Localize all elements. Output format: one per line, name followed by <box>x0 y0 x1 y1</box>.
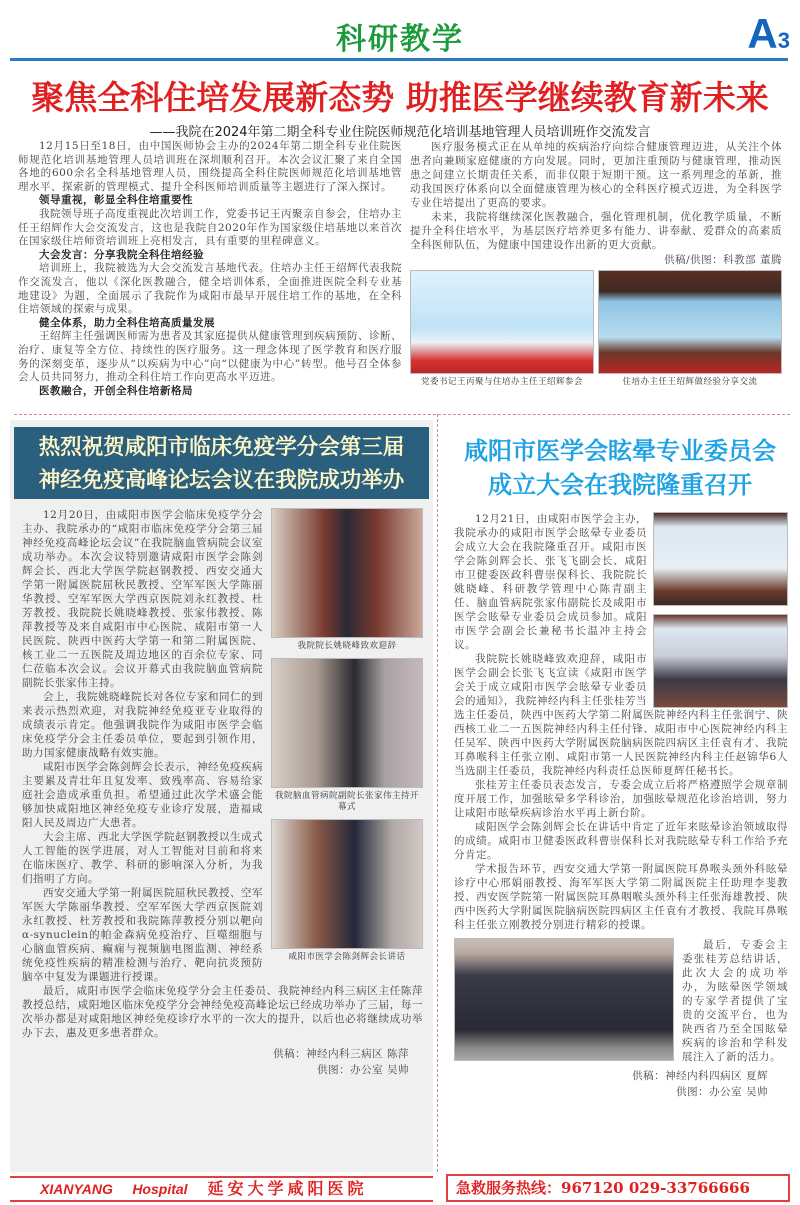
section-heading: 医教融合，开创全科住培新格局 <box>39 384 193 397</box>
photo-president-speech <box>271 508 423 638</box>
paragraph: 医疗服务模式正在从单纯的疾病治疗向综合健康管理迈进，从关注个体患者向兼顾家庭健康的方向发展。同时，更加注重预防与健康管理，推动医患之间建立长期责任关系，而非仅限于短期干预。这一系列理念的革新，推动我国医疗体系向以全面健康管理为核心的全科医疗模式迈进，为全科医学专业住培提出了更高的要求。 <box>410 141 782 209</box>
paragraph: 我院领导班子高度重视此次培训工作，党委书记王丙聚亲自参会，住培办主任王绍辉作大会交流发言，这也是我院自2020年作为国家级住培基地以来首次在国家级住培师资培训班上亮相发言，具有重要的里程碑意义。 <box>18 207 402 248</box>
article2-title: 热烈祝贺咸阳市临床免疫学分会第三届 神经免疫高峰论坛会议在我院成功举办 <box>14 427 429 499</box>
article1-photos <box>410 270 782 388</box>
paragraph: 会上，我院姚晓峰院长对各位专家和同仁的到来表示热烈欢迎，对我院神经免疫亚专业取得的成绩表示肯定。他强调我院作为咸阳市医学会临床免疫学分会主任委员单位，要起到引领作用，助力国家健康战略有效实施。 <box>22 691 263 759</box>
photo-group <box>454 938 674 1061</box>
photo-caption: 咸阳市医学会陈剑辉会长讲话 <box>288 952 406 962</box>
photo-figure <box>410 270 594 388</box>
article2-credit: 供稿：神经内科三病区 陈萍 供图：办公室 吴帅 <box>273 1048 409 1076</box>
article1-left-column <box>18 140 402 398</box>
article2-box <box>10 420 433 1172</box>
article3-body <box>454 512 788 1100</box>
article3-credit: 供稿：神经内科四病区 夏辉 供图：办公室 吴帅 <box>632 1070 768 1098</box>
paragraph: 王绍辉主任强调医师需为患者及其家庭提供从健康管理到疾病预防、诊断、治疗、康复等全方位、持续性的医疗服务。这一理念体现了医学教育和医疗服务的深刻变革，逐步从“以疾病为中心”向“以健康为中心”转型。他号召全体参会人员共同努力，推动全科住培工作向更高水平迈进。 <box>18 330 402 384</box>
photo-caption: 住培办主任王绍辉做经验分享交流 <box>622 377 758 387</box>
article2-body <box>10 499 433 1078</box>
paragraph: 12月20日，由咸阳市医学会临床免疫学分会主办、我院承办的“咸阳市临床免疫学分会第三届神经免疫高峰论坛会议”在我院脑血管病院会议室成功举办。本次会议特别邀请咸阳市医学会陈剑辉会长、西北大学医学院赵钢教授、西安交通大学第一附属医院屈秋民教授、空军军医大学陈丽华教授、空军军医大学西京医院刘永红教授、杜芳教授、我院院长姚晓峰教授、张家伟教授、陈萍教授等及来自咸阳市中心医院、咸阳市第一人民医院、陕西中医药大学第一和第二附属医院、核工业二一五医院及周边地区的百余位专家、同仁莅临本次会议。会议开幕式由我院脑血管病院副院长张家伟主持。 <box>22 509 263 689</box>
footer-hospital-brand: XIANYANG Hospital 延安大学咸阳医院 <box>10 1176 433 1202</box>
photo-committee-members <box>653 614 788 708</box>
photo-certificate-award <box>653 512 788 606</box>
paragraph: 咸阳市医学会陈剑辉会长表示，神经免疫疾病主要累及青壮年且复发率、致残率高、容易给家庭社会造成承重负担。希望通过此次学术盛会能够加快咸阳地区神经免疫专业诊疗发展，造福咸阳人民及周边广大患者。 <box>22 761 263 829</box>
photo-vice-president-host <box>271 658 423 788</box>
paragraph: 我院院长姚晓峰致欢迎辞，咸阳市医学会副会长张飞飞宣读《咸阳市医学会关于成立咸阳市医学会眩晕专业委员会的通知》，我院神经内科主任张桂芳当选主任委员，陕西中医药大学第二附属医院神经内科主任张润宁、陕西核工业二一五医院神经内科主任付锋、咸阳市中心医院神经内科主任吴军、陕西中医药大学附属医院脑病医院四病区主任袁有才、我院耳鼻喉科主任张立刚、咸阳市第一人民医院神经内科主任赵锦华6人当选副主任委员，我院神经内科责任总医师夏辉任秘书长。 <box>454 653 788 777</box>
header-rule <box>10 58 788 61</box>
section-heading: 领导重视，彰显全科住培重要性 <box>39 194 193 207</box>
article3-closing: 最后，专委会主委张桂芳总结讲话，此次大会的成功举办，为眩晕医学领域的专家学者提供了宝贵的交流平台，也为陕西省乃至全国眩晕疾病的诊治和学科发展注入了新的活力。 <box>682 939 788 1063</box>
paragraph: 大会主席、西北大学医学院赵钢教授以生成式人工智能的医学进展，对人工智能对目前和将来在临床医疗、教学、科研的影响深入分析，为我们指明了方向。 <box>22 831 263 885</box>
article3-photos <box>653 512 788 708</box>
paragraph: 12月21日，由咸阳市医学会主办，我院承办的咸阳市医学会眩晕专业委员会成立大会在我院隆重召开。咸阳市医学会陈剑辉会长、张飞飞副会长、咸阳市卫健委医政科曹崇保科长、我院院长姚晓峰、科研教学管理中心陈青副主任、脑血管病院张家伟副院长及咸阳市医学会眩晕专业委员会成员参加。咸阳市医学会副会长兼秘书长温冲主持会议。 <box>454 513 647 651</box>
divider <box>14 414 790 415</box>
article1-right-column <box>410 140 782 388</box>
footer-hotline: 急救服务热线：967120 029-33766666 <box>446 1174 790 1202</box>
headline: 聚焦全科住培发展新态势 助推医学继续教育新未来 <box>31 78 769 117</box>
photo-figure <box>598 270 782 388</box>
photo-caption: 我院脑血管病院副院长张家伟主持开幕式 <box>274 791 419 812</box>
photo-caption: 我院院长姚晓峰致欢迎辞 <box>297 641 397 651</box>
paragraph: 最后，咸阳市医学会临床免疫学分会主任委员、我院神经内科三病区主任陈萍教授总结，咸阳地区临床免疫学分会神经免疫高峰论坛已经成功举办了三届，每一次举办都是对咸阳地区神经免疫诊疗水平的一次大的提升，以后也必将继续成功举办下去，惠及更多患者群众。 <box>22 985 423 1039</box>
paragraph: 12月15日至18日，由中国医师协会主办的2024年第二期全科专业住院医师规范化培训基地管理人员培训班在深圳顺利召开。本次会议汇聚了来自全国各地的600余名全科基地管理人员，围绕提高全科住院医师规范化培训基地管理水平、探索新的管理模式、提升全科医师培训质量等主题进行了深入探讨。 <box>18 140 402 193</box>
section-name: 科研教学 <box>336 22 464 57</box>
paragraph: 培训班上，我院被选为大会交流发言基地代表。住培办主任王绍辉代表我院作交流发言，他以《深化医教融合，健全培训体系，全面推进医院全科专业基地建设》为题，全面展示了我院作为咸阳市最早开展住培工作的基地，在全科住培领域的探索与成果。 <box>18 262 402 316</box>
article3-closing-block <box>454 938 788 1064</box>
paragraph: 咸阳医学会陈剑辉会长在讲话中肯定了近年来眩晕诊治领域取得的成绩。咸阳市卫健委医政科曹崇保科长对我院眩晕专科工作给予充分肯定。 <box>454 821 788 861</box>
paragraph: 张桂芳主任委员表态发言，专委会成立后将严格遵照学会规章制度开展工作，加强眩晕多学科诊治，加强眩晕规范化诊治培训，努力让咸阳市眩晕疾病诊治水平再上新台阶。 <box>454 779 788 819</box>
paragraph: 未来，我院将继续深化医教融合，强化管理机制，优化教学质量，不断提升全科住培水平，为基层医疗培养更多有能力、讲奉献、爱群众的高素质全科医师队伍，为健康中国建设作出新的更大贡献。 <box>410 211 782 251</box>
article1-credit: 供稿/供图：科教部 董腾 <box>664 254 782 266</box>
photo-conference-banner <box>410 270 594 374</box>
subheadline: ——我院在2024年第二期全科专业住院医师规范化培训基地管理人员培训班作交流发言 <box>149 125 651 140</box>
section-heading: 健全体系，助力全科住培高质量发展 <box>39 316 215 329</box>
article3-title: 咸阳市医学会眩晕专业委员会 成立大会在我院隆重召开 <box>464 437 776 499</box>
photo-caption: 党委书记王丙聚与住培办主任王绍辉参会 <box>420 377 583 387</box>
photo-speaker-stage <box>598 270 782 374</box>
paragraph: 学术报告环节，西安交通大学第一附属医院耳鼻喉头颈外科眩晕诊疗中心邢娟丽教授、海军军医大学第二附属医院主任助理李斐教授、西安医学院第一附属医院耳鼻咽喉头颈外科主任张海雄教授、陕西中医药大学附属医院脑病医院四病区主任袁有才教授、我院耳鼻喉科主任张立刚教授分别进行精彩的授课。 <box>454 863 788 931</box>
article2-photos <box>271 508 423 967</box>
photo-association-president <box>271 819 423 949</box>
page-number: A3 <box>747 10 790 57</box>
section-heading: 大会发言：分享我院全科住培经验 <box>39 248 204 261</box>
divider <box>437 414 438 1172</box>
paragraph: 西安交通大学第一附属医院屈秋民教授、空军军医大学陈丽华教授、空军军医大学西京医院刘永红教授、杜芳教授和我院陈萍教授分别以靶向α-synuclein的帕金森病免疫治疗、巨噬细胞与心脑血管疾病、癫痫与视频脑电图监测、神经系统免疫性疾病的精准检测与治疗、靶向抗炎预防脑卒中复发为课题进行授课。 <box>22 887 263 983</box>
